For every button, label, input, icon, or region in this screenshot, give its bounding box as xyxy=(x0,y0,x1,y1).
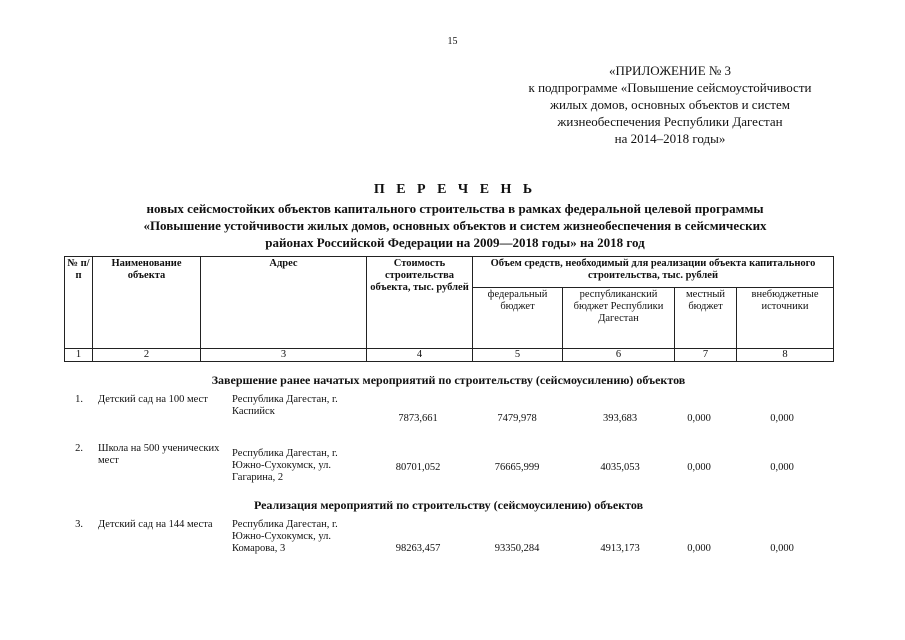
row-cost: 80701,052 xyxy=(395,462,441,473)
row-republic: 4913,173 xyxy=(600,543,640,554)
document-title-block xyxy=(60,182,850,251)
row-extra: 0,000 xyxy=(770,462,794,473)
row-num: 3. xyxy=(75,519,83,530)
appendix-line: к подпрограмме «Повышение сейсмоустойчивости xyxy=(528,80,812,95)
header-local: местный бюджет xyxy=(675,288,737,349)
header-funding-group: Объем средств, необходимый для реализации объекта капитального строительства, тыс. рублей xyxy=(473,257,834,288)
col-number: 3 xyxy=(201,349,367,362)
appendix-line: на 2014–2018 годы» xyxy=(614,131,726,146)
row-republic: 393,683 xyxy=(602,413,638,424)
row-address: Республика Дагестан, г. Южно-Сухокумск, ул. Гагарина, 2 xyxy=(232,448,338,483)
header-republic: республиканский бюджет Республики Дагестан xyxy=(563,288,675,349)
col-number: 4 xyxy=(367,349,473,362)
appendix-line: жилых домов, основных объектов и систем xyxy=(550,97,790,112)
header-cost: Стоимость строительства объекта, тыс. рублей xyxy=(367,257,473,349)
col-number: 5 xyxy=(473,349,563,362)
row-republic: 4035,053 xyxy=(600,462,640,473)
row-num: 2. xyxy=(75,443,83,454)
row-extra: 0,000 xyxy=(770,413,794,424)
section-title: Реализация мероприятий по строительству (сейсмоусилению) объектов xyxy=(253,498,644,512)
row-name: Школа на 500 ученических мест xyxy=(98,443,220,466)
header-num: № п/п xyxy=(65,257,93,349)
col-number: 7 xyxy=(675,349,737,362)
row-local: 0,000 xyxy=(687,462,711,473)
table-row xyxy=(64,443,833,503)
appendix-line: жизнеобеспечения Республики Дагестан xyxy=(557,114,783,129)
header-extra: внебюджетные источники xyxy=(737,288,834,349)
row-extra: 0,000 xyxy=(770,543,794,554)
row-cost: 98263,457 xyxy=(395,543,441,554)
row-address: Республика Дагестан, г. Каспийск xyxy=(232,394,338,417)
subtitle-line: новых сейсмостойких объектов капитального строительства в рамках федеральной целевой программы xyxy=(146,201,764,216)
row-num: 1. xyxy=(75,394,83,405)
section-title: Завершение ранее начатых мероприятий по строительству (сейсмоусилению) объектов xyxy=(211,373,686,387)
col-number: 8 xyxy=(737,349,834,362)
row-name: Детский сад на 144 места xyxy=(98,519,213,530)
header-name: Наименование объекта xyxy=(93,257,201,349)
row-federal: 93350,284 xyxy=(494,543,540,554)
col-number: 6 xyxy=(563,349,675,362)
document-subtitle xyxy=(60,200,850,251)
row-name: Детский сад на 100 мест xyxy=(98,394,208,405)
row-federal: 76665,999 xyxy=(494,462,540,473)
header-address: Адрес xyxy=(201,257,367,349)
table-header xyxy=(64,256,834,362)
table-row xyxy=(64,519,833,579)
col-number: 2 xyxy=(93,349,201,362)
row-local: 0,000 xyxy=(687,543,711,554)
row-address: Республика Дагестан, г. Южно-Сухокумск, ул. Комарова, 3 xyxy=(232,519,338,554)
appendix-line: «ПРИЛОЖЕНИЕ № 3 xyxy=(608,63,732,78)
subtitle-line: районах Российской Федерации на 2009—2018 годы» на 2018 год xyxy=(265,235,645,250)
row-cost: 7873,661 xyxy=(398,413,438,424)
col-number: 1 xyxy=(65,349,93,362)
header-federal: федеральный бюджет xyxy=(473,288,563,349)
document-title: П Е Р Е Ч Е Н Ь xyxy=(373,182,537,197)
appendix-header xyxy=(490,62,850,147)
page-number: 15 xyxy=(447,36,458,47)
subtitle-line: «Повышение устойчивости жилых домов, основных объектов и систем жизнеобеспечения в сейсмических xyxy=(143,218,767,233)
row-federal: 7479,978 xyxy=(497,413,537,424)
row-local: 0,000 xyxy=(687,413,711,424)
